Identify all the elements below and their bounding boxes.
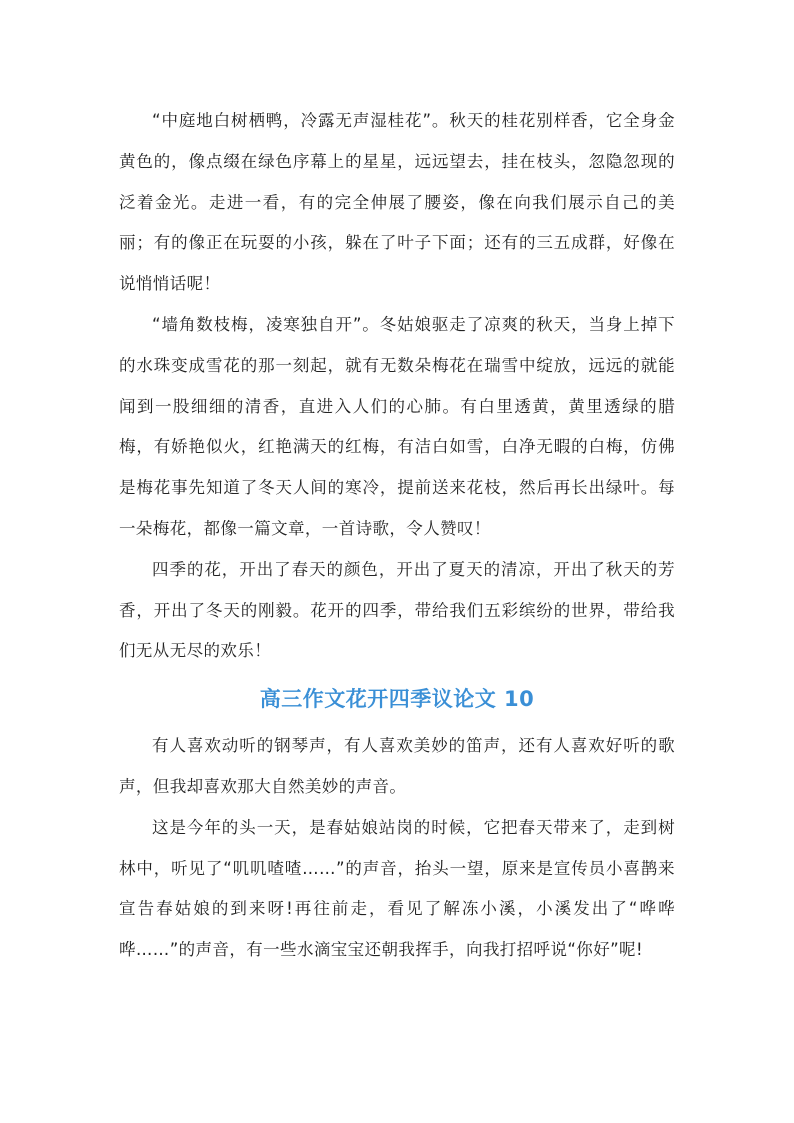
paragraph-plum-blossom: “墙角数枝梅，凌寒独自开”。冬姑娘驱走了凉爽的秋天，当身上掉下的水珠变成雪花的那一刻起，就有无数朵梅花在瑞雪中绽放，远远的就能闻到一股细细的清香，直进入人们的心肺。有白里透黄，黄里透绿的腊梅，有娇艳似火，红艳满天的红梅，有洁白如雪，白净无暇的白梅，仿佛是梅花事先知道了冬天人间的寒冷，提前送来花枝，然后再长出绿叶。每一朵梅花，都像一篇文章，一首诗歌，令人赞叹！: [119, 314, 675, 538]
paragraph-spring-walk: 这是今年的头一天，是春姑娘站岗的时候，它把春天带来了，走到树林中，听见了“叽叽喳喳……”的声音，抬头一望，原来是宣传员小喜鹊来宣告春姑娘的到来呀!再往前走，看见了解冻小溪，小溪发出了“哗哗哗……”的声音，有一些水滴宝宝还朝我挥手，向我打招呼说“你好”呢!: [119, 817, 675, 960]
paragraph-four-seasons: 四季的花，开出了春天的颜色，开出了夏天的清凉，开出了秋天的芳香，开出了冬天的刚毅。花开的四季，带给我们五彩缤纷的世界，带给我们无从无尽的欢乐！: [119, 559, 675, 661]
paragraph-osmanthus: “中庭地白树栖鸭，冷露无声湿桂花”。秋天的桂花别样香，它全身金黄色的，像点缀在绿色序幕上的星星，远远望去，挂在枝头，忽隐忽现的泛着金光。走进一看，有的完全伸展了腰姿，像在向我们展示自己的美丽；有的像正在玩耍的小孩，躲在了叶子下面；还有的三五成群，好像在说悄悄话呢！: [119, 111, 675, 294]
section-heading: 高三作文花开四季议论文 10: [259, 687, 535, 712]
paragraph-sounds-intro: 有人喜欢动听的钢琴声，有人喜欢美妙的笛声，还有人喜欢好听的歌声，但我却喜欢那大自然美妙的声音。: [119, 736, 675, 796]
document-body: [119, 101, 675, 971]
